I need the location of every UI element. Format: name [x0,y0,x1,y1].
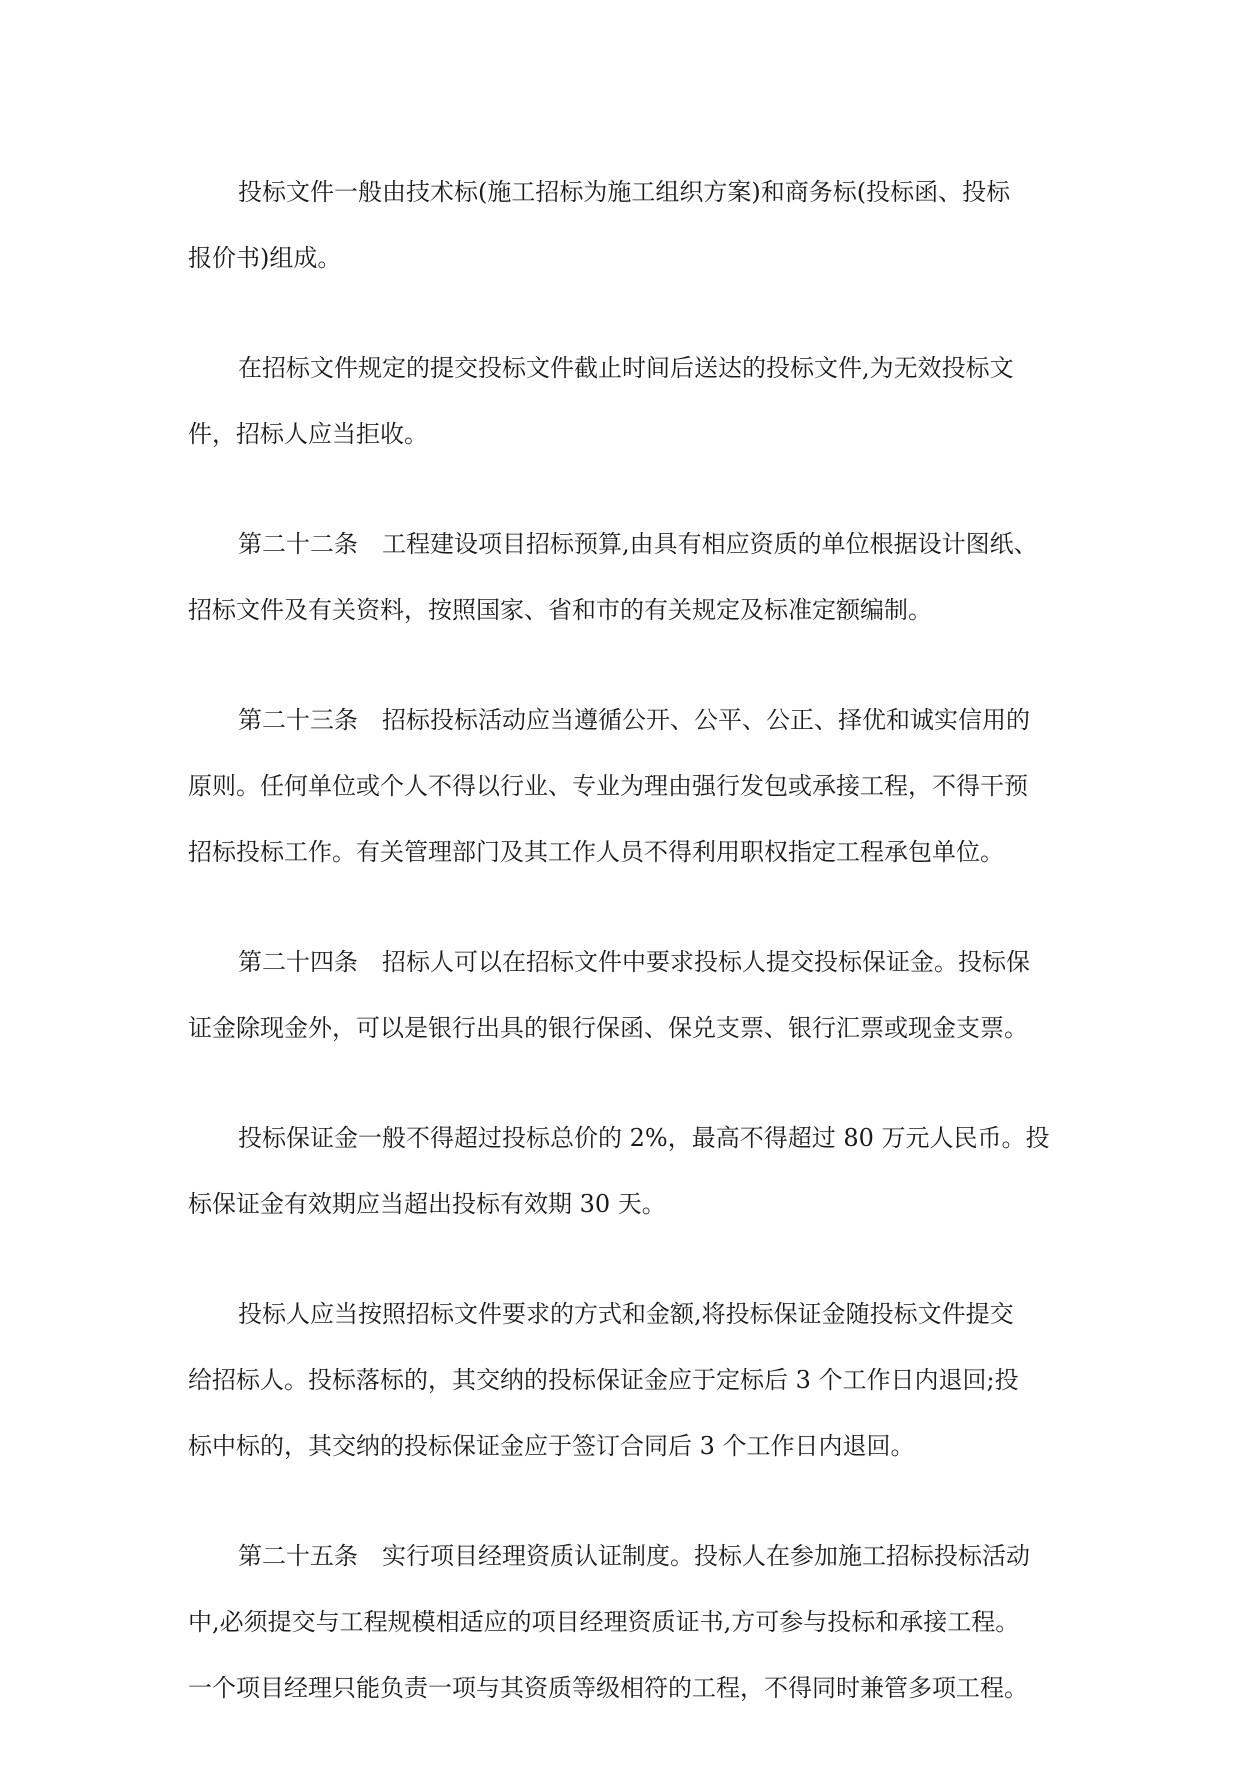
paragraph-tender-composition [188,159,1050,291]
paragraph-line: 标保证金有效期应当超出投标有效期 30 天。 [188,1190,666,1218]
paragraph-line: 一个项目经理只能负责一项与其资质等级相符的工程，不得同时兼管多项工程。 [188,1674,1028,1702]
paragraph-line: 招标文件及有关资料，按照国家、省和市的有关规定及标准定额编制。 [188,596,932,624]
paragraph-line: 投标保证金一般不得超过投标总价的 2%，最高不得超过 80 万元人民币。投 [238,1124,1050,1152]
paragraph-line: 标中标的，其交纳的投标保证金应于签订合同后 3 个工作日内退回。 [188,1432,915,1460]
paragraph-line: 中,必须提交与工程规模相适应的项目经理资质证书,方可参与投标和承接工程。 [188,1608,1020,1636]
paragraph-line: 证金除现金外，可以是银行出具的银行保函、保兑支票、银行汇票或现金支票。 [188,1014,1028,1042]
paragraph-line: 第二十二条 工程建设项目招标预算,由具有相应资质的单位根据设计图纸、 [238,530,1038,558]
paragraph-late-submission [188,335,1050,467]
article-25 [188,1523,1050,1721]
document-body [188,159,1050,1765]
paragraph-line: 第二十五条 实行项目经理资质认证制度。投标人在参加施工招标投标活动 [238,1542,1030,1570]
paragraph-line: 招标投标工作。有关管理部门及其工作人员不得利用职权指定工程承包单位。 [188,838,1004,866]
paragraph-line: 投标文件一般由技术标(施工招标为施工组织方案)和商务标(投标函、投标 [238,178,1011,206]
paragraph-line: 给招标人。投标落标的，其交纳的投标保证金应于定标后 3 个工作日内退回;投 [188,1366,1019,1394]
paragraph-line: 第二十四条 招标人可以在招标文件中要求投标人提交投标保证金。投标保 [238,948,1030,976]
paragraph-line: 第二十三条 招标投标活动应当遵循公开、公平、公正、择优和诚实信用的 [238,706,1030,734]
paragraph-line: 在招标文件规定的提交投标文件截止时间后送达的投标文件,为无效投标文 [238,354,1014,382]
paragraph-deposit-limit [188,1105,1050,1237]
paragraph-line: 报价书)组成。 [188,244,342,272]
paragraph-deposit-return [188,1281,1050,1479]
paragraph-line: 件，招标人应当拒收。 [188,420,428,448]
article-24 [188,929,1050,1061]
paragraph-line: 投标人应当按照招标文件要求的方式和金额,将投标保证金随投标文件提交 [238,1300,1014,1328]
paragraph-line: 原则。任何单位或个人不得以行业、专业为理由强行发包或承接工程，不得干预 [188,772,1028,800]
article-23 [188,687,1050,885]
article-22 [188,511,1050,643]
